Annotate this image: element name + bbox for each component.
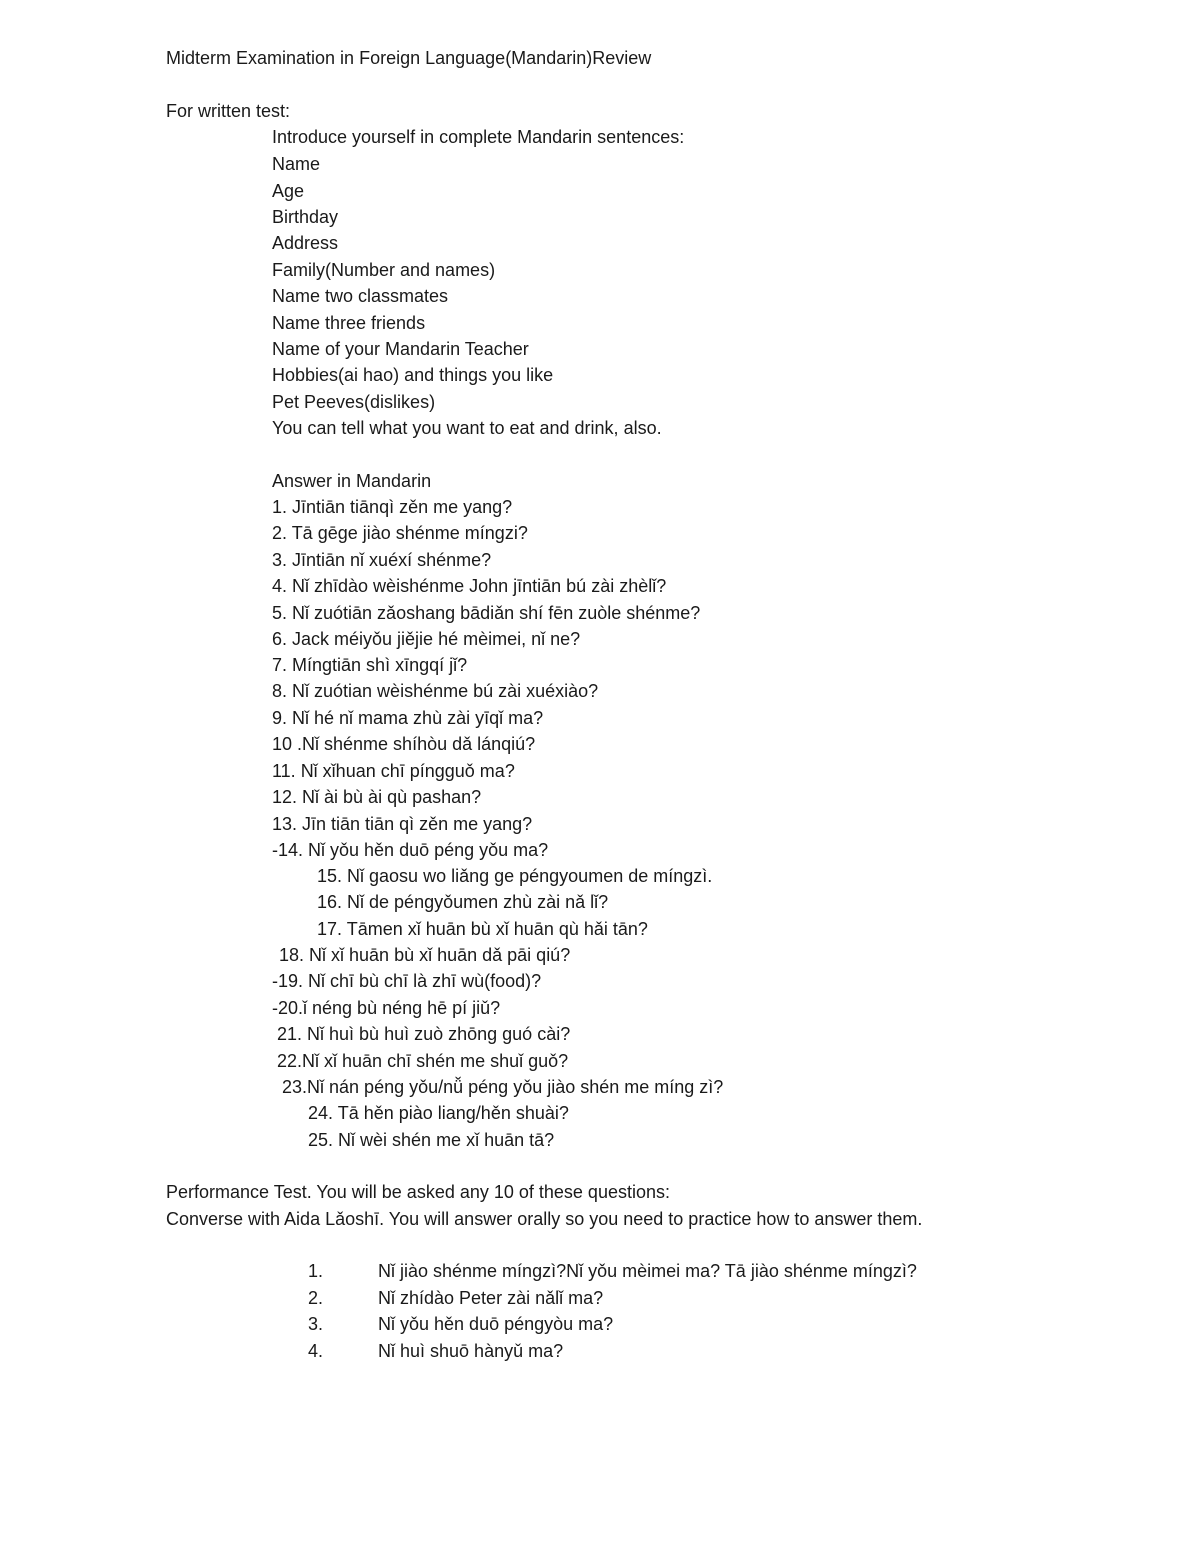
performance-item-text: Nǐ jiào shénme míngzì?Nǐ yǒu mèimei ma? Tā jiào shénme míngzì? — [378, 1261, 917, 1281]
intro-item: Name of your Mandarin Teacher — [272, 339, 529, 359]
performance-item-number: 4. — [308, 1341, 324, 1361]
question-item: 9. Nǐ hé nǐ mama zhù zài yīqǐ ma? — [272, 708, 544, 728]
intro-item: Age — [272, 181, 305, 201]
question-item: 12. Nǐ ài bù ài qù pashan? — [272, 787, 482, 807]
question-item: 17. Tāmen xǐ huān bù xǐ huān qù hǎi tān? — [317, 919, 648, 939]
question-item: 13. Jīn tiān tiān qì zěn me yang? — [272, 814, 533, 834]
intro-item: Hobbies(ai hao) and things you like — [272, 365, 554, 385]
performance-item-number: 3. — [308, 1314, 324, 1334]
question-item: 25. Nǐ wèi shén me xǐ huān tā? — [308, 1130, 555, 1150]
question-item: 5. Nǐ zuótiān zǎoshang bādiǎn shí fēn zuòle shénme? — [272, 603, 701, 623]
question-item: 24. Tā hěn piào liang/hěn shuài? — [308, 1103, 569, 1123]
question-item: 11. Nǐ xǐhuan chī píngguǒ ma? — [272, 761, 515, 781]
question-item: 6. Jack méiyǒu jiějie hé mèimei, nǐ ne? — [272, 629, 581, 649]
performance-item-text: Nǐ huì shuō hànyǔ ma? — [378, 1341, 564, 1361]
performance-item-number: 1. — [308, 1261, 324, 1281]
question-item: 3. Jīntiān nǐ xuéxí shénme? — [272, 550, 492, 570]
question-item: 23.Nǐ nán péng yǒu/nǚ péng yǒu jiào shén me míng zì? — [282, 1077, 724, 1097]
intro-item: Address — [272, 233, 339, 253]
question-item: 21. Nǐ huì bù huì zuò zhōng guó cài? — [277, 1024, 571, 1044]
intro-item: Name — [272, 154, 321, 174]
page-title: Midterm Examination in Foreign Language(Mandarin)Review — [166, 48, 652, 68]
performance-subheading: Converse with Aida Lǎoshī. You will answer orally so you need to practice how to answer them. — [166, 1209, 923, 1229]
intro-heading: Introduce yourself in complete Mandarin sentences: — [272, 127, 685, 147]
question-item: 8. Nǐ zuótian wèishénme bú zài xuéxiào? — [272, 681, 599, 701]
intro-item: Family(Number and names) — [272, 260, 496, 280]
intro-item: Name three friends — [272, 313, 426, 333]
intro-item: You can tell what you want to eat and drink, also. — [272, 418, 662, 438]
intro-item: Birthday — [272, 207, 339, 227]
question-item: -14. Nǐ yǒu hěn duō péng yǒu ma? — [272, 840, 549, 860]
intro-item: Pet Peeves(dislikes) — [272, 392, 436, 412]
performance-item-text: Nǐ yǒu hěn duō péngyòu ma? — [378, 1314, 614, 1334]
question-item: 4. Nǐ zhīdào wèishénme John jīntiān bú zài zhèlǐ? — [272, 576, 667, 596]
question-item: 1. Jīntiān tiānqì zěn me yang? — [272, 497, 513, 517]
written-test-heading: For written test: — [166, 101, 291, 121]
question-item: 22.Nǐ xǐ huān chī shén me shuǐ guǒ? — [277, 1051, 569, 1071]
question-item: 10 .Nǐ shénme shíhòu dǎ lánqiú? — [272, 734, 536, 754]
question-item: -19. Nǐ chī bù chī là zhī wù(food)? — [272, 971, 542, 991]
question-item: 7. Míngtiān shì xīngqí jǐ? — [272, 655, 468, 675]
question-item: 15. Nǐ gaosu wo liǎng ge péngyoumen de míngzì. — [317, 866, 713, 886]
question-item: -20.ǐ néng bù néng hē pí jiǔ? — [272, 998, 501, 1018]
performance-item-number: 2. — [308, 1288, 324, 1308]
intro-item: Name two classmates — [272, 286, 449, 306]
answer-heading: Answer in Mandarin — [272, 471, 432, 491]
performance-heading: Performance Test. You will be asked any 10 of these questions: — [166, 1182, 670, 1202]
question-item: 16. Nǐ de péngyǒumen zhù zài nǎ lǐ? — [317, 892, 609, 912]
question-item: 18. Nǐ xǐ huān bù xǐ huān dǎ pāi qiú? — [279, 945, 571, 965]
question-item: 2. Tā gēge jiào shénme míngzi? — [272, 523, 528, 543]
performance-item-text: Nǐ zhídào Peter zài nǎlǐ ma? — [378, 1288, 604, 1308]
